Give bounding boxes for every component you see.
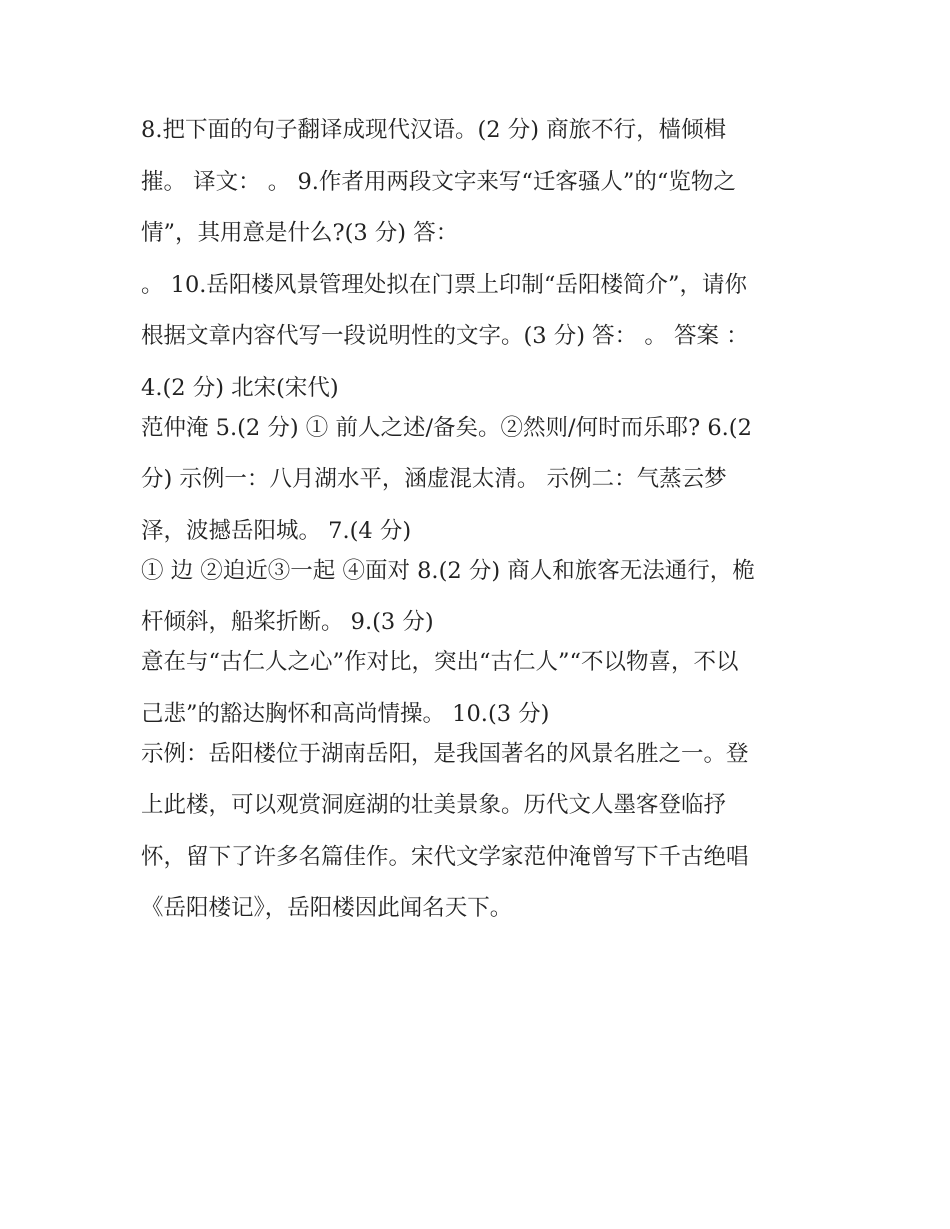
text-line: 4.(2 分) 北宋(宋代) [141, 374, 339, 401]
text-line: 范仲淹 5.(2 分) ① 前人之述/备矣。②然则/何时而乐耶? 6.(2 [141, 414, 752, 441]
text-line: 示例：岳阳楼位于湖南岳阳，是我国著名的风景名胜之一。登 [141, 740, 749, 767]
text-line: 8.把下面的句子翻译成现代汉语。(2 分) 商旅不行，樯倾楫 [141, 117, 727, 143]
text-line: 怀，留下了许多名篇佳作。宋代文学家范仲淹曾写下千古绝唱 [141, 843, 749, 870]
document-body [141, 112, 831, 942]
text-line: 《岳阳楼记》，岳阳楼因此闻名天下。 [141, 895, 513, 921]
text-line: 情”，其用意是什么?(3 分) 答： [141, 220, 459, 246]
text-line: 上此楼，可以观赏洞庭湖的壮美景象。历代文人墨客登临抒 [141, 792, 727, 818]
text-line: 分) 示例一：八月湖水平，涵虚混太清。 示例二：气蒸云梦 [141, 466, 727, 492]
text-line: 摧。 译文： 。 9.作者用两段文字来写“迁客骚人”的“览物之 [141, 168, 736, 195]
text-line: 根据文章内容代写一段说明性的文字。(3 分) 答： 。 答案 ： [141, 323, 749, 349]
text-line: ① 边 ②迫近③一起 ④面对 8.(2 分) 商人和旅客无法通行，桅 [141, 557, 755, 584]
text-line: 己悲”的豁达胸怀和高尚情操。 10.(3 分) [141, 700, 550, 727]
text-line: 杆倾斜，船桨折断。 9.(3 分) [141, 609, 434, 635]
text-line: 。 10.岳阳楼风景管理处拟在门票上印制“岳阳楼简介”，请你 [141, 271, 747, 298]
text-line: 泽，波撼岳阳城。 7.(4 分) [141, 517, 412, 544]
text-line: 意在与“古仁人之心”作对比，突出“古仁人”“不以物喜，不以 [141, 649, 739, 675]
